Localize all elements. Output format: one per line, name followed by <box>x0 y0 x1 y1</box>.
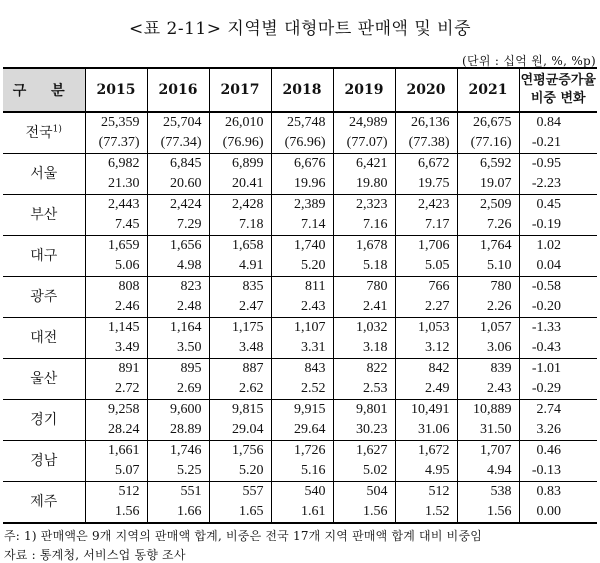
sales-value: 1,746 <box>170 443 202 458</box>
header-year: 2016 <box>147 68 209 112</box>
year-cell <box>457 277 519 318</box>
share-value: 3.50 <box>177 340 202 355</box>
share-value: 2.43 <box>301 299 326 314</box>
share-value: 28.89 <box>170 422 202 437</box>
share-value: 2.43 <box>487 381 512 396</box>
share-value: 1.52 <box>425 504 450 519</box>
share-value: 5.10 <box>487 258 512 273</box>
share-value: 19.75 <box>418 176 450 191</box>
sales-value: 512 <box>428 484 450 499</box>
table-row <box>3 400 597 441</box>
change-cell <box>519 359 597 400</box>
sales-value: 1,672 <box>418 443 450 458</box>
share-value: 2.41 <box>363 299 388 314</box>
change-cell <box>519 236 597 277</box>
sales-value: 540 <box>304 484 326 499</box>
sales-value: 25,704 <box>163 115 202 130</box>
sales-value: 1,175 <box>232 320 264 335</box>
share-value: 2.48 <box>177 299 202 314</box>
sales-value: 25,748 <box>287 115 326 130</box>
region-name: 제주 <box>30 494 58 510</box>
sales-value: 2,424 <box>170 197 202 212</box>
share-value: 21.30 <box>108 176 140 191</box>
sales-value: 557 <box>242 484 264 499</box>
share-value: 3.06 <box>487 340 512 355</box>
sales-value: 1,032 <box>356 320 388 335</box>
year-cell <box>395 154 457 195</box>
year-cell <box>457 359 519 400</box>
sales-value: 26,675 <box>473 115 512 130</box>
change-cell <box>519 400 597 441</box>
sales-value: 835 <box>242 279 264 294</box>
share-value: 5.16 <box>301 463 326 478</box>
sales-value: 10,491 <box>411 402 450 417</box>
region-name: 광주 <box>30 289 58 305</box>
share-value: 4.95 <box>425 463 450 478</box>
header-change-line1: 연평균증가율 <box>520 73 596 88</box>
sales-value: 1,656 <box>170 238 202 253</box>
year-cell <box>85 359 147 400</box>
sales-value: 2,323 <box>356 197 388 212</box>
share-value: 4.91 <box>239 258 264 273</box>
sales-value: 9,600 <box>170 402 202 417</box>
share-value: 7.45 <box>115 217 140 232</box>
sales-value: 9,915 <box>294 402 326 417</box>
growth-rate-value: 2.74 <box>536 402 561 417</box>
region-cell <box>3 154 85 195</box>
change-cell <box>519 441 597 482</box>
share-value: 5.07 <box>115 463 140 478</box>
year-cell <box>333 236 395 277</box>
share-value: 7.18 <box>239 217 264 232</box>
change-cell <box>519 318 597 359</box>
share-value: 30.23 <box>356 422 388 437</box>
share-value: (77.37) <box>98 135 140 150</box>
share-value: 5.02 <box>363 463 388 478</box>
year-cell <box>271 277 333 318</box>
share-value: 5.20 <box>301 258 326 273</box>
region-name: 부산 <box>30 207 58 223</box>
share-value: 20.60 <box>170 176 202 191</box>
header-year: 2015 <box>85 68 147 112</box>
share-value: 29.64 <box>294 422 326 437</box>
sales-value: 1,164 <box>170 320 202 335</box>
region-name: 대전 <box>30 330 58 346</box>
year-cell <box>333 400 395 441</box>
table-row <box>3 318 597 359</box>
year-cell <box>209 195 271 236</box>
year-cell <box>457 236 519 277</box>
growth-rate-value: -0.95 <box>531 156 561 171</box>
change-cell <box>519 112 597 154</box>
share-value: 3.18 <box>363 340 388 355</box>
year-cell <box>271 154 333 195</box>
region-cell <box>3 195 85 236</box>
share-value: 7.26 <box>487 217 512 232</box>
share-value: 2.47 <box>239 299 264 314</box>
share-value: 19.80 <box>356 176 388 191</box>
sales-value: 551 <box>180 484 202 499</box>
year-cell <box>333 195 395 236</box>
growth-rate-value: 0.46 <box>536 443 561 458</box>
table-title: <표 2-11> 지역별 대형마트 판매액 및 비중 <box>128 19 471 39</box>
sales-value: 6,982 <box>108 156 140 171</box>
share-value: 1.56 <box>115 504 140 519</box>
share-value: 5.25 <box>177 463 202 478</box>
region-name: 경기 <box>30 412 58 428</box>
header-change-line2: 비중 변화 <box>530 91 586 106</box>
share-value: 1.65 <box>239 504 264 519</box>
region-cell <box>3 359 85 400</box>
header-year: 2018 <box>271 68 333 112</box>
year-cell <box>147 154 209 195</box>
sales-value: 1,756 <box>232 443 264 458</box>
source-note: 자료 : 통계청, 서비스업 동향 조사 <box>4 548 186 562</box>
change-cell <box>519 482 597 524</box>
table-row <box>3 441 597 482</box>
sales-value: 25,359 <box>101 115 140 130</box>
year-cell <box>147 112 209 154</box>
header-region: 구 분 <box>3 68 85 112</box>
region-cell <box>3 318 85 359</box>
header-row <box>3 68 597 112</box>
sales-value: 1,145 <box>108 320 140 335</box>
table-row <box>3 112 597 154</box>
year-cell <box>271 400 333 441</box>
sales-value: 6,672 <box>418 156 450 171</box>
sales-value: 1,107 <box>294 320 326 335</box>
share-value: 7.14 <box>301 217 326 232</box>
region-name: 전국 <box>25 125 53 141</box>
sales-value: 1,678 <box>356 238 388 253</box>
share-value: 3.48 <box>239 340 264 355</box>
year-cell <box>85 400 147 441</box>
sales-value: 6,592 <box>480 156 512 171</box>
sales-value: 891 <box>118 361 140 376</box>
header-change <box>519 68 597 112</box>
sales-value: 2,443 <box>108 197 140 212</box>
year-cell <box>395 359 457 400</box>
year-cell <box>147 400 209 441</box>
sales-value: 6,845 <box>170 156 202 171</box>
sales-value: 24,989 <box>349 115 388 130</box>
share-value: 2.72 <box>115 381 140 396</box>
year-cell <box>147 359 209 400</box>
year-cell <box>395 400 457 441</box>
growth-rate-value: 0.45 <box>536 197 561 212</box>
sales-value: 843 <box>304 361 326 376</box>
year-cell <box>271 236 333 277</box>
year-cell <box>395 236 457 277</box>
sales-value: 6,421 <box>356 156 388 171</box>
growth-rate-value: -1.01 <box>531 361 561 376</box>
sales-value: 895 <box>180 361 202 376</box>
share-value: 2.69 <box>177 381 202 396</box>
growth-rate-value: 0.83 <box>536 484 561 499</box>
table-row <box>3 195 597 236</box>
share-value: 2.62 <box>239 381 264 396</box>
share-value: 2.49 <box>425 381 450 396</box>
table-row <box>3 277 597 318</box>
share-value: 2.46 <box>115 299 140 314</box>
year-cell <box>333 482 395 524</box>
unit-label: (단위 : 십억 원, %, %p) <box>462 54 596 68</box>
year-cell <box>85 195 147 236</box>
year-cell <box>85 112 147 154</box>
share-value: 3.12 <box>425 340 450 355</box>
year-cell <box>271 195 333 236</box>
sales-value: 2,423 <box>418 197 450 212</box>
sales-value: 512 <box>118 484 140 499</box>
year-cell <box>457 482 519 524</box>
share-value: 7.17 <box>425 217 450 232</box>
share-value: 2.53 <box>363 381 388 396</box>
sales-value: 6,676 <box>294 156 326 171</box>
year-cell <box>457 112 519 154</box>
sales-value: 766 <box>428 279 450 294</box>
sales-value: 1,057 <box>480 320 512 335</box>
sales-value: 811 <box>305 279 326 294</box>
share-change-value: -0.19 <box>531 217 561 232</box>
year-cell <box>85 236 147 277</box>
share-value: 7.16 <box>363 217 388 232</box>
year-cell <box>271 482 333 524</box>
share-value: 1.66 <box>177 504 202 519</box>
share-value: 2.26 <box>487 299 512 314</box>
share-value: 5.06 <box>115 258 140 273</box>
table-row <box>3 236 597 277</box>
region-cell <box>3 236 85 277</box>
year-cell <box>271 441 333 482</box>
sales-value: 822 <box>366 361 388 376</box>
year-cell <box>209 482 271 524</box>
sales-value: 780 <box>366 279 388 294</box>
share-change-value: 0.00 <box>536 504 561 519</box>
year-cell <box>395 112 457 154</box>
footnote: 주: 1) 판매액은 9개 지역의 판매액 합계, 비중은 전국 17개 지역 판매액 합계 대비 비중임 <box>4 529 483 543</box>
year-cell <box>209 359 271 400</box>
share-value: (77.07) <box>346 135 388 150</box>
share-value: 19.07 <box>480 176 512 191</box>
share-value: 1.56 <box>363 504 388 519</box>
year-cell <box>85 318 147 359</box>
sales-value: 26,136 <box>411 115 450 130</box>
sales-value: 9,815 <box>232 402 264 417</box>
year-cell <box>457 195 519 236</box>
change-cell <box>519 277 597 318</box>
share-value: 20.41 <box>232 176 264 191</box>
share-value: 31.06 <box>418 422 450 437</box>
sales-value: 2,428 <box>232 197 264 212</box>
share-value: 5.05 <box>425 258 450 273</box>
year-cell <box>209 277 271 318</box>
year-cell <box>395 195 457 236</box>
year-cell <box>333 359 395 400</box>
sales-value: 9,801 <box>356 402 388 417</box>
sales-value: 1,659 <box>108 238 140 253</box>
year-cell <box>209 400 271 441</box>
year-cell <box>147 482 209 524</box>
year-cell <box>333 277 395 318</box>
sales-value: 9,258 <box>108 402 140 417</box>
year-cell <box>85 154 147 195</box>
share-value: 5.18 <box>363 258 388 273</box>
region-cell <box>3 441 85 482</box>
year-cell <box>147 318 209 359</box>
share-value: 31.50 <box>480 422 512 437</box>
region-name: 대구 <box>30 248 58 264</box>
share-value: (76.96) <box>222 135 264 150</box>
share-change-value: 3.26 <box>536 422 561 437</box>
sales-value: 538 <box>490 484 512 499</box>
table-row <box>3 154 597 195</box>
growth-rate-value: 1.02 <box>536 238 561 253</box>
share-change-value: -0.29 <box>531 381 561 396</box>
share-change-value: -0.21 <box>531 135 561 150</box>
share-value: (77.16) <box>470 135 512 150</box>
year-cell <box>209 112 271 154</box>
header-year: 2020 <box>395 68 457 112</box>
year-cell <box>395 482 457 524</box>
sales-value: 1,627 <box>356 443 388 458</box>
region-name: 울산 <box>30 371 58 387</box>
sales-value: 1,740 <box>294 238 326 253</box>
sales-value: 504 <box>366 484 388 499</box>
sales-value: 1,706 <box>418 238 450 253</box>
year-cell <box>271 359 333 400</box>
sales-value: 26,010 <box>225 115 264 130</box>
sales-value: 1,707 <box>480 443 512 458</box>
share-value: 2.52 <box>301 381 326 396</box>
sales-value: 1,658 <box>232 238 264 253</box>
year-cell <box>147 195 209 236</box>
share-value: 29.04 <box>232 422 264 437</box>
region-cell <box>3 112 85 154</box>
year-cell <box>85 482 147 524</box>
year-cell <box>333 112 395 154</box>
region-name: 서울 <box>30 166 58 182</box>
sales-value: 823 <box>180 279 202 294</box>
table-row <box>3 482 597 524</box>
share-change-value: -0.43 <box>531 340 561 355</box>
sales-table <box>3 67 597 524</box>
year-cell <box>147 441 209 482</box>
region-name: 경남 <box>30 453 58 469</box>
year-cell <box>85 277 147 318</box>
sales-value: 842 <box>428 361 450 376</box>
change-cell <box>519 154 597 195</box>
change-cell <box>519 195 597 236</box>
sales-value: 887 <box>242 361 264 376</box>
region-cell <box>3 400 85 441</box>
share-value: (77.38) <box>408 135 450 150</box>
year-cell <box>85 441 147 482</box>
share-value: (77.34) <box>160 135 202 150</box>
sales-value: 6,899 <box>232 156 264 171</box>
year-cell <box>457 318 519 359</box>
sales-value: 839 <box>490 361 512 376</box>
year-cell <box>147 277 209 318</box>
share-value: 28.24 <box>108 422 140 437</box>
year-cell <box>209 154 271 195</box>
header-year: 2017 <box>209 68 271 112</box>
share-value: 19.96 <box>294 176 326 191</box>
year-cell <box>395 441 457 482</box>
region-cell <box>3 277 85 318</box>
growth-rate-value: -0.58 <box>531 279 561 294</box>
year-cell <box>209 236 271 277</box>
sales-value: 1,053 <box>418 320 450 335</box>
share-value: 3.31 <box>301 340 326 355</box>
growth-rate-value: 0.84 <box>536 115 561 130</box>
year-cell <box>457 400 519 441</box>
year-cell <box>333 441 395 482</box>
year-cell <box>333 318 395 359</box>
share-value: 4.98 <box>177 258 202 273</box>
sales-value: 780 <box>490 279 512 294</box>
share-value: 7.29 <box>177 217 202 232</box>
share-value: (76.96) <box>284 135 326 150</box>
year-cell <box>209 318 271 359</box>
sales-value: 1,764 <box>480 238 512 253</box>
growth-rate-value: -1.33 <box>531 320 561 335</box>
year-cell <box>209 441 271 482</box>
year-cell <box>271 112 333 154</box>
year-cell <box>395 318 457 359</box>
sales-value: 1,661 <box>108 443 140 458</box>
year-cell <box>147 236 209 277</box>
sales-value: 10,889 <box>473 402 512 417</box>
table-row <box>3 359 597 400</box>
year-cell <box>457 441 519 482</box>
share-change-value: -0.13 <box>531 463 561 478</box>
sales-value: 808 <box>118 279 140 294</box>
share-change-value: -0.20 <box>531 299 561 314</box>
footnote-marker: 1) <box>52 124 62 135</box>
share-value: 4.94 <box>487 463 512 478</box>
year-cell <box>395 277 457 318</box>
year-cell <box>457 154 519 195</box>
sales-value: 2,389 <box>294 197 326 212</box>
header-year: 2019 <box>333 68 395 112</box>
region-cell <box>3 482 85 524</box>
share-value: 5.20 <box>239 463 264 478</box>
share-change-value: 0.04 <box>536 258 561 273</box>
sales-value: 1,726 <box>294 443 326 458</box>
share-value: 1.56 <box>487 504 512 519</box>
year-cell <box>333 154 395 195</box>
year-cell <box>271 318 333 359</box>
sales-value: 2,509 <box>480 197 512 212</box>
share-value: 1.61 <box>301 504 326 519</box>
share-change-value: -2.23 <box>531 176 561 191</box>
share-value: 2.27 <box>425 299 450 314</box>
share-value: 3.49 <box>115 340 140 355</box>
header-year: 2021 <box>457 68 519 112</box>
